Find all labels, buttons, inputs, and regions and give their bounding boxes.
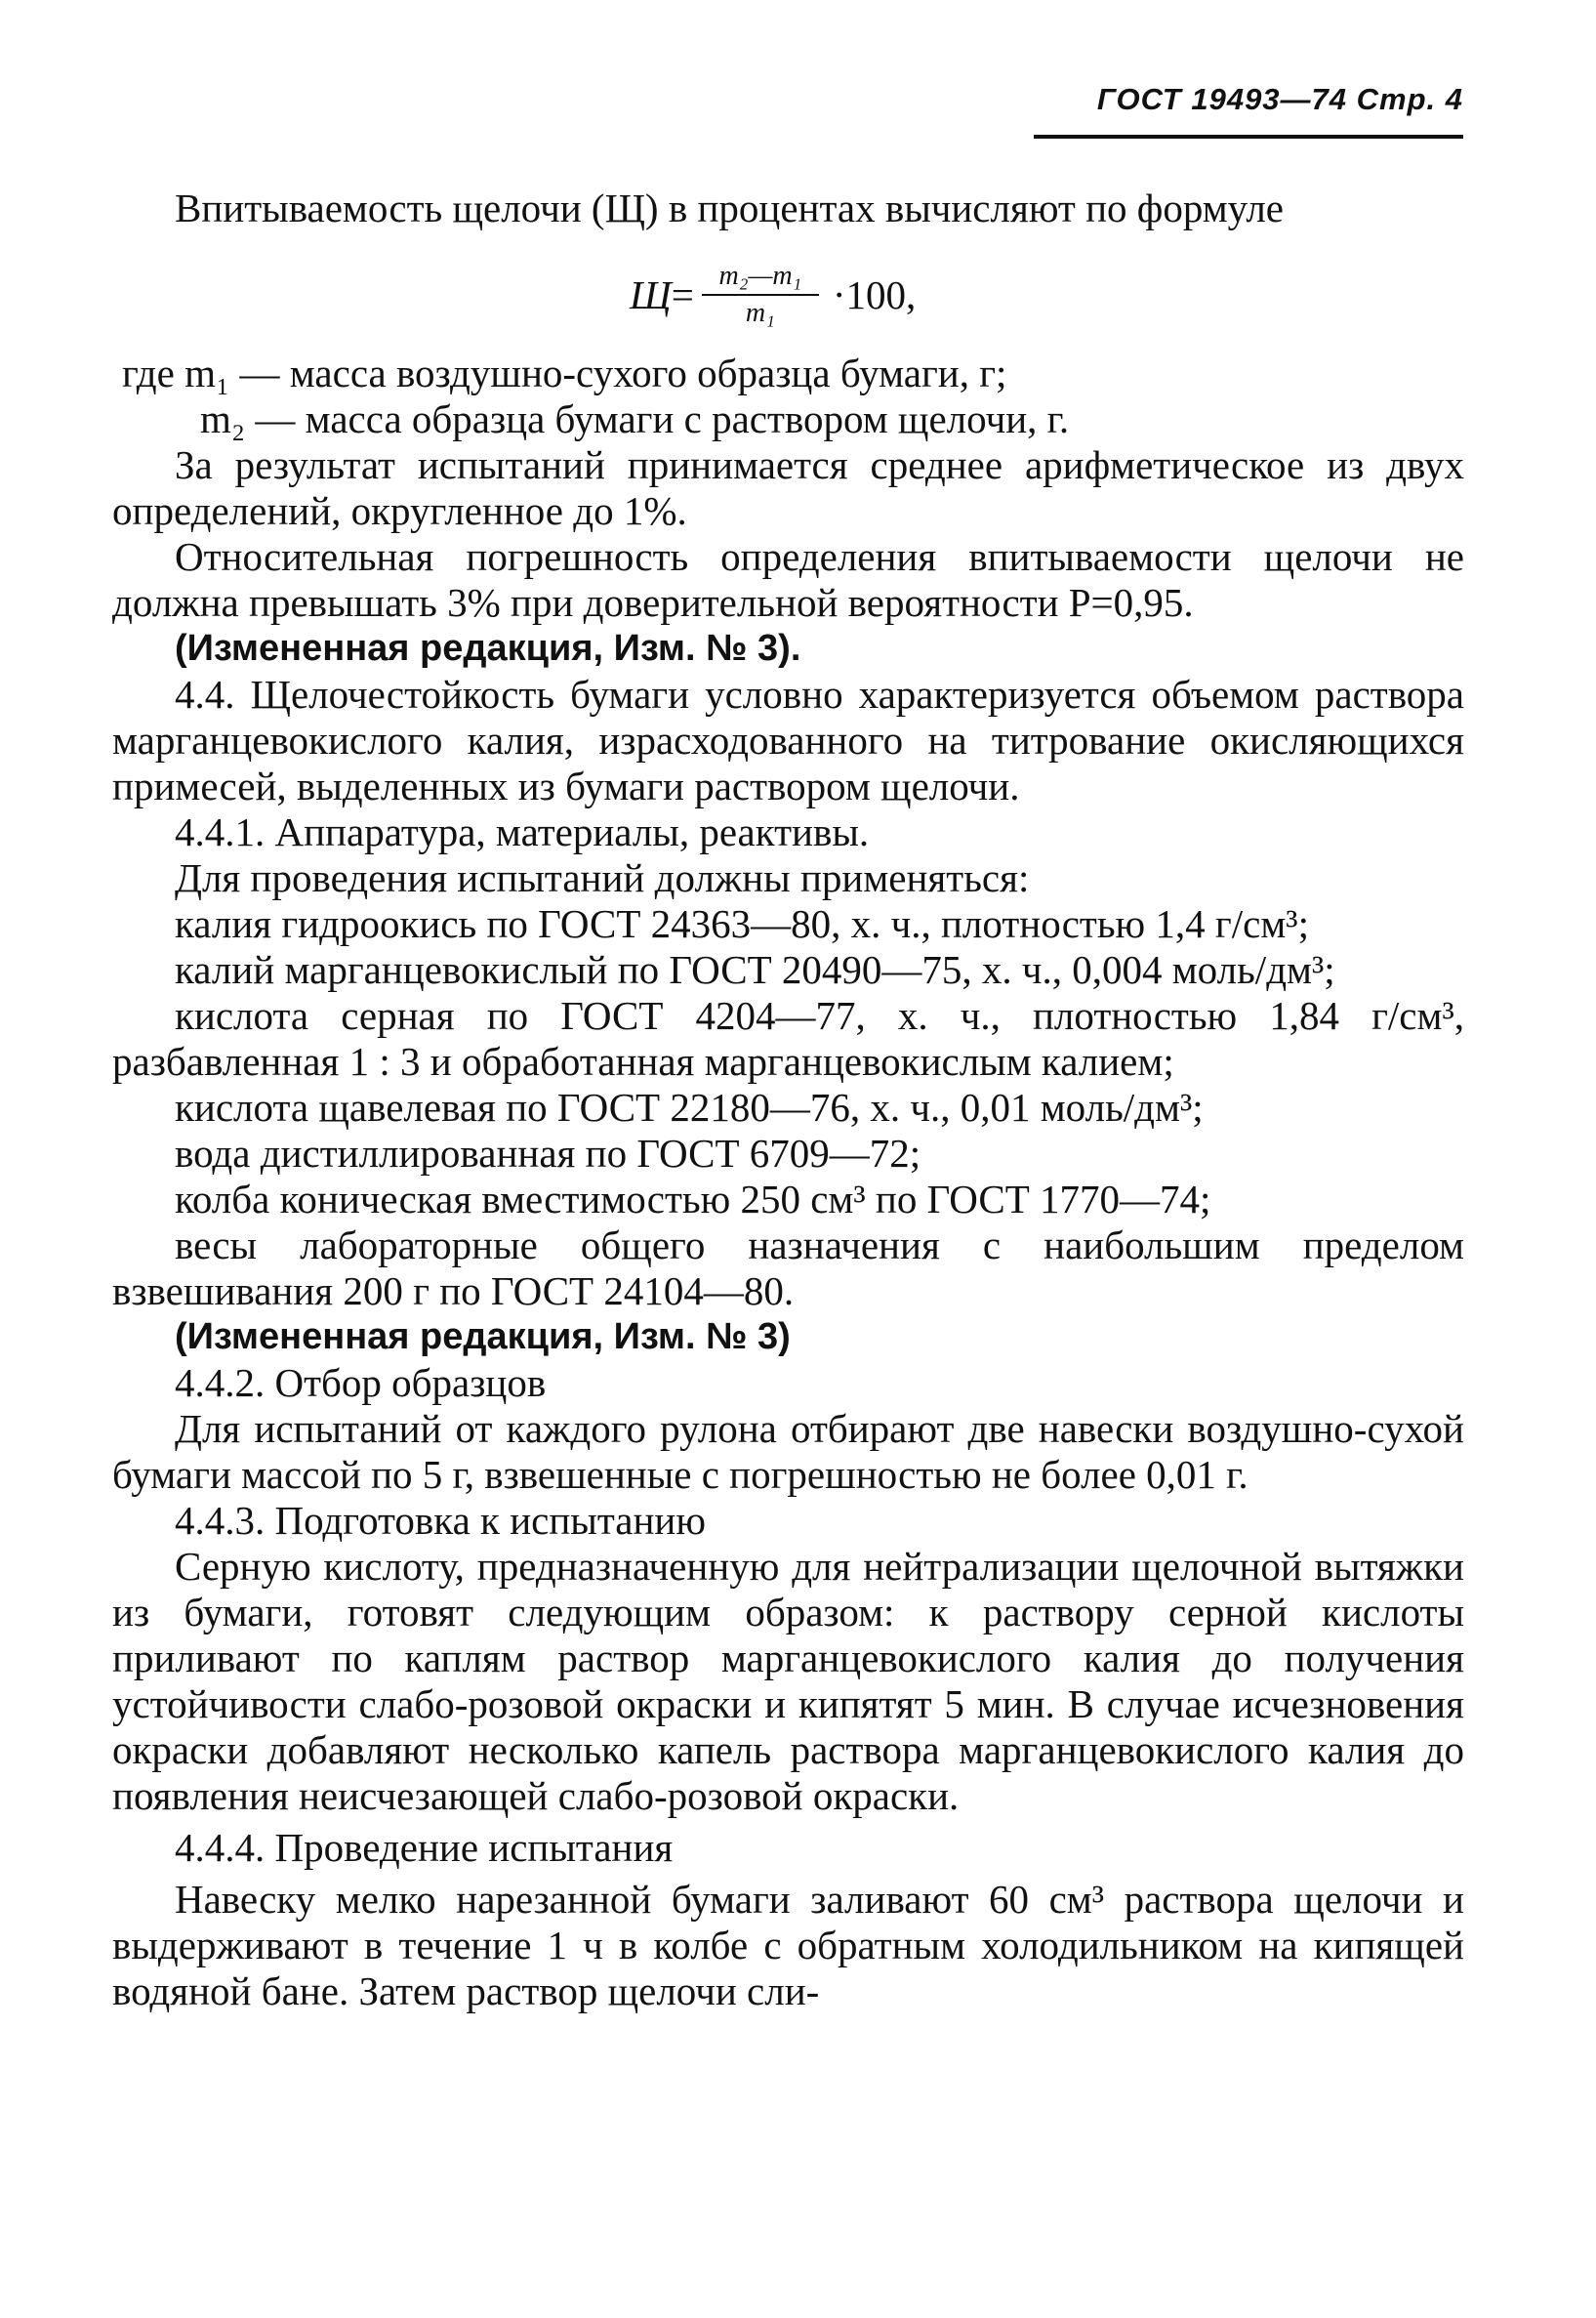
- alkali-absorption-formula: [630, 251, 916, 339]
- list-item: калий марганцевокислый по ГОСТ 20490—75, х. ч., 0,004 моль/дм³;: [175, 947, 1335, 992]
- amendment-note: (Измененная редакция, Изм. № 3): [175, 1316, 791, 1357]
- formula-definitions: [112, 351, 1464, 442]
- definition-m1: где m₁ — масса воздушно-сухого образца бумаги, г;: [122, 351, 1007, 395]
- formula-factor: ·100,: [832, 271, 917, 317]
- formula-lhs: Щ: [630, 271, 672, 317]
- page-header: ГОСТ 19493—74 Стр. 4: [1096, 82, 1463, 116]
- list-item: калия гидроокись по ГОСТ 24363—80, х. ч., плотностью 1,4 г/см³;: [175, 901, 1309, 946]
- apparatus-intro: Для проведения испытаний должны применяться:: [175, 855, 1030, 900]
- header-rule: [1034, 135, 1463, 139]
- list-item: весы лабораторные общего назначения с наибольшим пределом взвешивания 200 г по ГОСТ 24104—80.: [112, 1222, 1464, 1313]
- sampling-paragraph: Для испытаний от каждого рулона отбирают две навески воздушно-сухой бумаги массой по 5 г, взвешенные с погрешностью не более 0,01 г.: [112, 1406, 1464, 1497]
- section-4-4-4-heading: 4.4.4. Проведение испытания: [175, 1825, 674, 1870]
- section-4-4-3-heading: 4.4.3. Подготовка к испытанию: [175, 1498, 706, 1543]
- section-4-4-paragraph: 4.4. Щелочестойкость бумаги условно характеризуется объемом раствора марганцевокислого калия, израсходованного на титрование окисляющихся примесей, выделенных из бумаги раствором щелочи.: [112, 672, 1464, 808]
- formula-block: [112, 231, 1464, 351]
- list-item: кислота серная по ГОСТ 4204—77, х. ч., плотностью 1,84 г/см³, разбавленная 1 : 3 и обработанная марганцевокислым калием;: [112, 993, 1464, 1084]
- amendment-note: (Измененная редакция, Изм. № 3).: [175, 628, 801, 669]
- formula-denominator: m₁: [745, 298, 775, 328]
- list-item: колба коническая вместимостью 250 см³ по ГОСТ 1770—74;: [175, 1177, 1211, 1221]
- intro-paragraph: Впитываемость щелочи (Щ) в процентах вычисляют по формуле: [175, 186, 1285, 230]
- list-item: вода дистиллированная по ГОСТ 6709—72;: [175, 1131, 921, 1176]
- error-paragraph: Относительная погрешность определения впитываемости щелочи не должна превышать 3% при доверительной вероятности P=0,95.: [112, 534, 1464, 625]
- result-paragraph: За результат испытаний принимается среднее арифметическое из двух определений, округленное до 1%.: [112, 442, 1464, 533]
- definition-m2: m₂ — масса образца бумаги с раствором щелочи, г.: [200, 396, 1070, 441]
- section-4-4-1-heading: 4.4.1. Аппаратура, материалы, реактивы.: [175, 809, 870, 854]
- procedure-paragraph: Навеску мелко нарезанной бумаги заливают 60 см³ раствора щелочи и выдерживают в течение 1 ч в колбе с обратным холодильником на кипящей водяной бане. Затем раствор щелочи сли-: [112, 1877, 1464, 2013]
- preparation-paragraph: Серную кислоту, предназначенную для нейтрализации щелочной вытяжки из бумаги, готовят следующим образом: к раствору серной кислоты приливают по каплям раствор марганцевокислого калия до получения устойчивости слабо-розовой окраски и кипятят 5 мин. В случае исчезновения окраски добавляют несколько капель раствора марганцевокислого калия до появления неисчезающей слабо-розовой окраски.: [112, 1544, 1464, 1818]
- formula-numerator: m₂—m₁: [718, 261, 802, 291]
- formula-equals: =: [671, 271, 694, 317]
- formula-fraction: [702, 262, 819, 328]
- list-item: кислота щавелевая по ГОСТ 22180—76, х. ч., 0,01 моль/дм³;: [175, 1085, 1204, 1130]
- document-body: [112, 186, 1464, 2014]
- section-4-4-2-heading: 4.4.2. Отбор образцов: [175, 1360, 547, 1405]
- fraction-bar: [702, 294, 819, 296]
